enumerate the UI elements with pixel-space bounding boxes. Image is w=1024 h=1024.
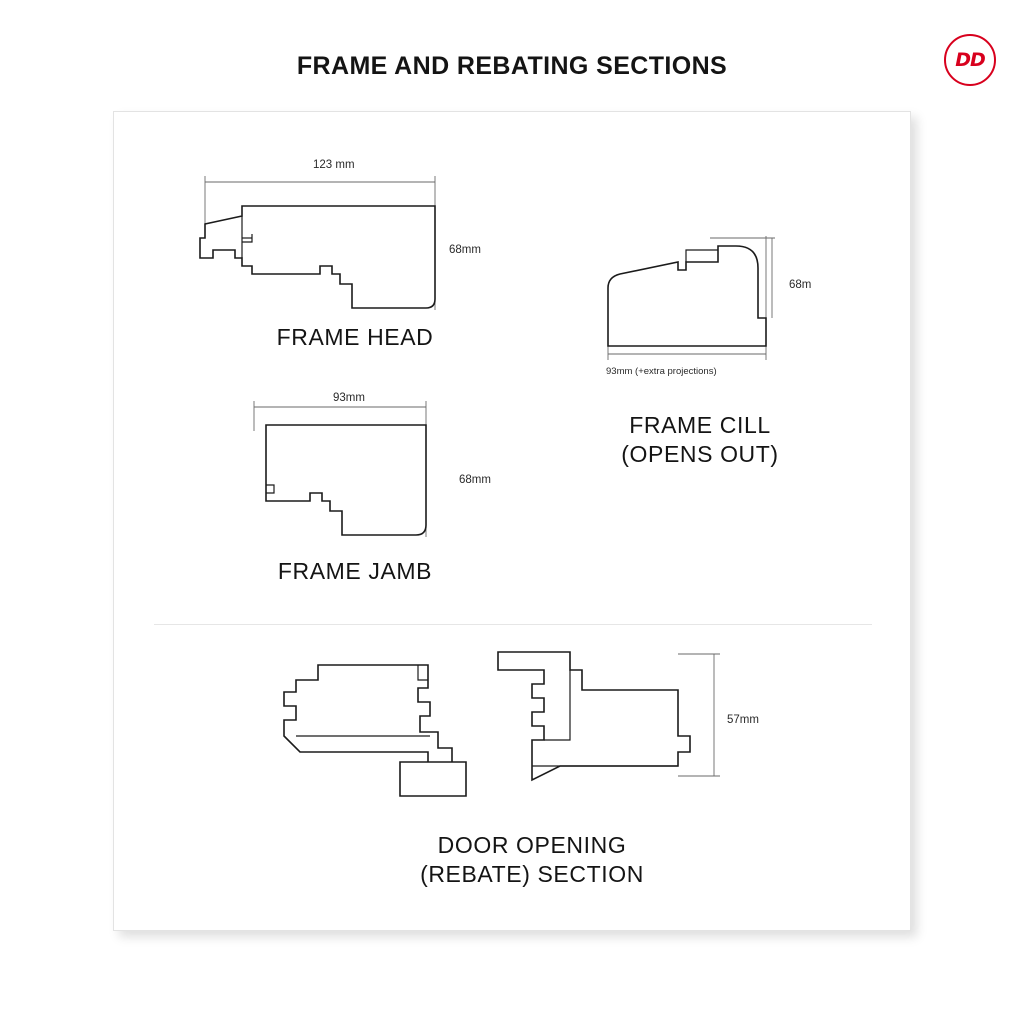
brand-logo-text: DD: [955, 49, 985, 71]
frame-head-label: FRAME HEAD: [276, 324, 434, 350]
frame-cill-label: [560, 411, 840, 470]
door-opening-label: [362, 831, 702, 890]
door-opening-drawing: [270, 640, 740, 820]
frame-head-drawing: [180, 160, 480, 320]
frame-jamb-width-dim: 93mm: [333, 392, 365, 404]
door-opening-label-line2: (REBATE) SECTION: [420, 861, 644, 888]
frame-cill-label-line2: (OPENS OUT): [621, 441, 779, 468]
frame-jamb-drawing: [230, 385, 490, 545]
door-opening-height-dim: 57mm: [727, 714, 759, 726]
frame-cill-width-dim: 93mm (+extra projections): [606, 366, 717, 377]
frame-jamb-height-dim: 68mm: [459, 474, 491, 486]
frame-cill-drawing: [590, 222, 810, 382]
brand-logo: [944, 34, 996, 86]
frame-head-width-dim: 123 mm: [313, 159, 355, 171]
frame-head-height-dim: 68mm: [449, 244, 481, 256]
frame-cill-label-line1: FRAME CILL: [629, 412, 771, 438]
frame-jamb-label: FRAME JAMB: [277, 558, 433, 584]
frame-cill-height-dim: 68m: [789, 279, 812, 291]
door-opening-label-line1: DOOR OPENING: [437, 832, 627, 858]
page-title: FRAME AND REBATING SECTIONS: [296, 52, 728, 80]
section-divider: [154, 624, 872, 625]
